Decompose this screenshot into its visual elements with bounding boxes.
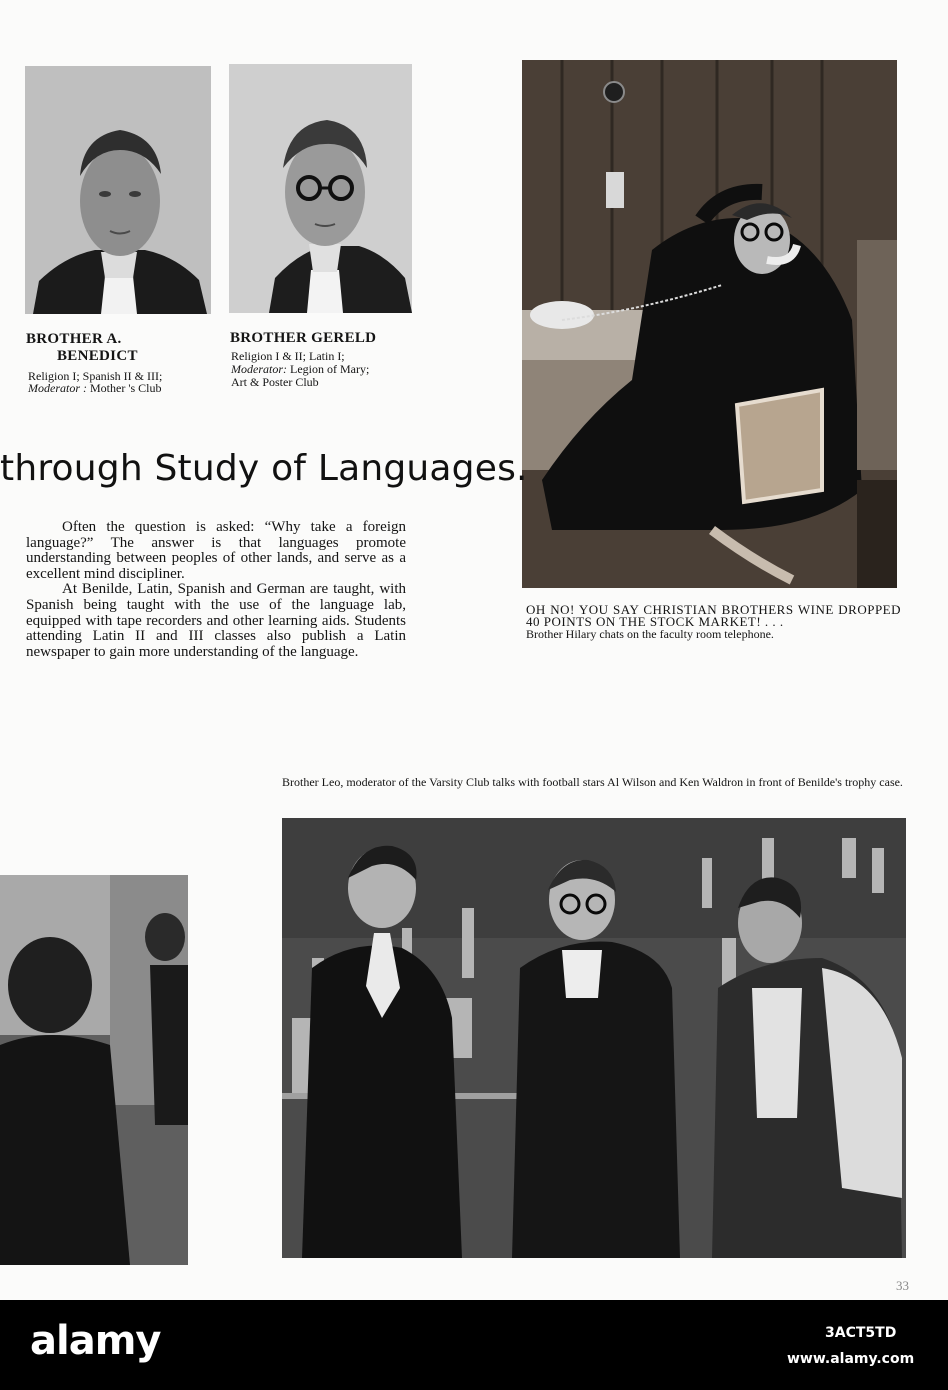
portrait-moderator-gereld-cont: Art & Poster Club: [231, 375, 319, 389]
moderator-value: Mother 's Club: [90, 381, 162, 395]
telephone-caption-headline: OH NO! YOU SAY CHRISTIAN BROTHERS WINE DROPPED 40 POINTS ON THE STOCK MARKET! . . .: [526, 602, 901, 629]
telephone-caption: [526, 604, 901, 641]
portrait-duties-gereld: Religion I & II; Latin I;: [231, 349, 345, 363]
page-number: 33: [896, 1278, 909, 1293]
footer-url: www.alamy.com: [787, 1351, 915, 1367]
faculty-room-telephone-photo: [522, 60, 897, 588]
section-heading: through Study of Languages.: [0, 448, 528, 489]
portrait-moderator-benedict: [28, 382, 162, 394]
portrait-name-benedict-line2: BENEDICT: [57, 348, 138, 364]
portrait-photo-gereld: [229, 64, 412, 313]
portrait-duties-benedict: Religion I; Spanish II & III;: [28, 369, 163, 383]
portrait-name-gereld: BROTHER GERELD: [230, 330, 377, 346]
moderator-label: Moderator:: [231, 362, 287, 376]
body-paragraph: Often the question is asked: “Why take a foreign language?” The answer is that languages promote understanding between peoples of other lands, and serve as a excellent mind discipliner.: [26, 519, 406, 582]
portrait-photo-benedict: [25, 66, 211, 314]
body-paragraph: At Benilde, Latin, Spanish and German are taught, with Spanish being taught with the use of the language lab, equipped with tape recorders and other learning aids. Students attending Latin II and III classes also publish a Latin newspaper to gain more understanding of the language.: [26, 581, 406, 660]
trophy-case-photo: [282, 818, 906, 1258]
image-id: 3ACT5TD: [825, 1325, 897, 1341]
portrait-moderator-gereld: [231, 363, 369, 375]
trophy-case-caption: Brother Leo, moderator of the Varsity Club talks with football stars Al Wilson and Ken Waldron in front of Benilde's trophy case.: [282, 775, 903, 789]
moderator-value: Legion of Mary;: [290, 362, 370, 376]
moderator-label: Moderator :: [28, 381, 87, 395]
alamy-logo: alamy: [30, 1318, 161, 1364]
portrait-name-benedict-line1: BROTHER A.: [26, 331, 122, 347]
classroom-photo-partial: [0, 875, 188, 1265]
telephone-caption-text: Brother Hilary chats on the faculty room telephone.: [526, 627, 774, 641]
body-text: [26, 520, 406, 660]
